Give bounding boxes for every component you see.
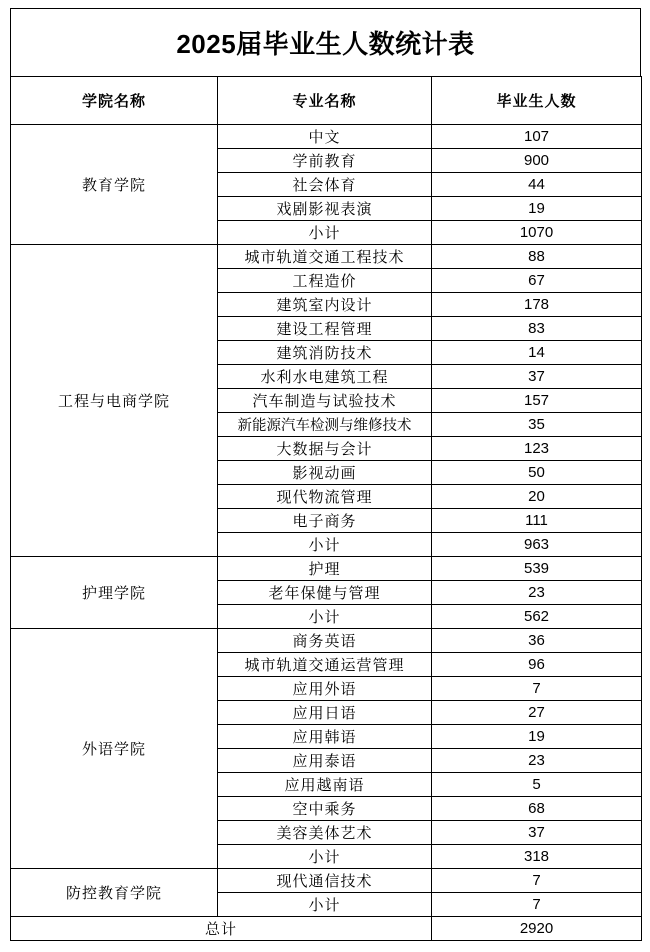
major-name-cell: 城市轨道交通工程技术 [218,245,432,269]
major-name-cell: 建筑消防技术 [218,341,432,365]
major-name-cell: 汽车制造与试验技术 [218,389,432,413]
graduate-count-cell: 111 [432,509,642,533]
subtotal-label-cell: 小计 [218,845,432,869]
college-name-cell: 外语学院 [11,629,218,869]
statistics-sheet [10,8,641,941]
table-row [11,557,642,581]
subtotal-count-cell: 562 [432,605,642,629]
graduate-count-cell: 19 [432,197,642,221]
header-major: 专业名称 [218,77,432,125]
graduate-count-cell: 5 [432,773,642,797]
total-label-cell: 总计 [11,917,432,941]
graduate-count-cell: 96 [432,653,642,677]
total-count-cell: 2920 [432,917,642,941]
college-name-cell: 教育学院 [11,125,218,245]
major-name-cell: 应用日语 [218,701,432,725]
major-name-cell: 戏剧影视表演 [218,197,432,221]
college-name-cell: 护理学院 [11,557,218,629]
subtotal-count-cell: 7 [432,893,642,917]
subtotal-count-cell: 318 [432,845,642,869]
graduate-count-cell: 7 [432,869,642,893]
major-name-cell: 工程造价 [218,269,432,293]
table-row [11,245,642,269]
major-name-cell: 应用越南语 [218,773,432,797]
graduate-count-cell: 20 [432,485,642,509]
header-college: 学院名称 [11,77,218,125]
major-name-cell: 新能源汽车检测与维修技术 [218,413,432,437]
table-row [11,125,642,149]
major-name-cell: 电子商务 [218,509,432,533]
graduate-count-cell: 539 [432,557,642,581]
graduate-count-cell: 37 [432,821,642,845]
major-name-cell: 应用韩语 [218,725,432,749]
subtotal-label-cell: 小计 [218,221,432,245]
graduate-count-cell: 88 [432,245,642,269]
major-name-cell: 现代物流管理 [218,485,432,509]
graduate-count-cell: 67 [432,269,642,293]
major-name-cell: 中文 [218,125,432,149]
graduate-count-cell: 178 [432,293,642,317]
major-name-cell: 现代通信技术 [218,869,432,893]
graduate-count-cell: 900 [432,149,642,173]
graduate-count-cell: 83 [432,317,642,341]
subtotal-label-cell: 小计 [218,533,432,557]
graduate-count-cell: 23 [432,581,642,605]
header-count: 毕业生人数 [432,77,642,125]
major-name-cell: 城市轨道交通运营管理 [218,653,432,677]
graduate-count-cell: 37 [432,365,642,389]
table-row [11,629,642,653]
major-name-cell: 应用外语 [218,677,432,701]
major-name-cell: 空中乘务 [218,797,432,821]
subtotal-count-cell: 1070 [432,221,642,245]
major-name-cell: 老年保健与管理 [218,581,432,605]
header-row [11,77,642,125]
subtotal-count-cell: 963 [432,533,642,557]
major-name-cell: 大数据与会计 [218,437,432,461]
major-name-cell: 建筑室内设计 [218,293,432,317]
graduate-count-cell: 68 [432,797,642,821]
major-name-cell: 商务英语 [218,629,432,653]
major-name-cell: 影视动画 [218,461,432,485]
table-title: 2025届毕业生人数统计表 [10,8,641,76]
graduate-count-cell: 123 [432,437,642,461]
graduates-table [10,76,642,941]
graduate-count-cell: 23 [432,749,642,773]
graduate-count-cell: 107 [432,125,642,149]
table-body [11,125,642,941]
major-name-cell: 应用泰语 [218,749,432,773]
graduate-count-cell: 7 [432,677,642,701]
total-row [11,917,642,941]
major-name-cell: 护理 [218,557,432,581]
table-row [11,869,642,893]
major-name-cell: 社会体育 [218,173,432,197]
graduate-count-cell: 19 [432,725,642,749]
major-name-cell: 美容美体艺术 [218,821,432,845]
graduate-count-cell: 27 [432,701,642,725]
graduate-count-cell: 44 [432,173,642,197]
major-name-cell: 建设工程管理 [218,317,432,341]
graduate-count-cell: 157 [432,389,642,413]
college-name-cell: 防控教育学院 [11,869,218,917]
graduate-count-cell: 36 [432,629,642,653]
graduate-count-cell: 35 [432,413,642,437]
college-name-cell: 工程与电商学院 [11,245,218,557]
major-name-cell: 学前教育 [218,149,432,173]
graduate-count-cell: 50 [432,461,642,485]
major-name-cell: 水利水电建筑工程 [218,365,432,389]
subtotal-label-cell: 小计 [218,893,432,917]
subtotal-label-cell: 小计 [218,605,432,629]
graduate-count-cell: 14 [432,341,642,365]
